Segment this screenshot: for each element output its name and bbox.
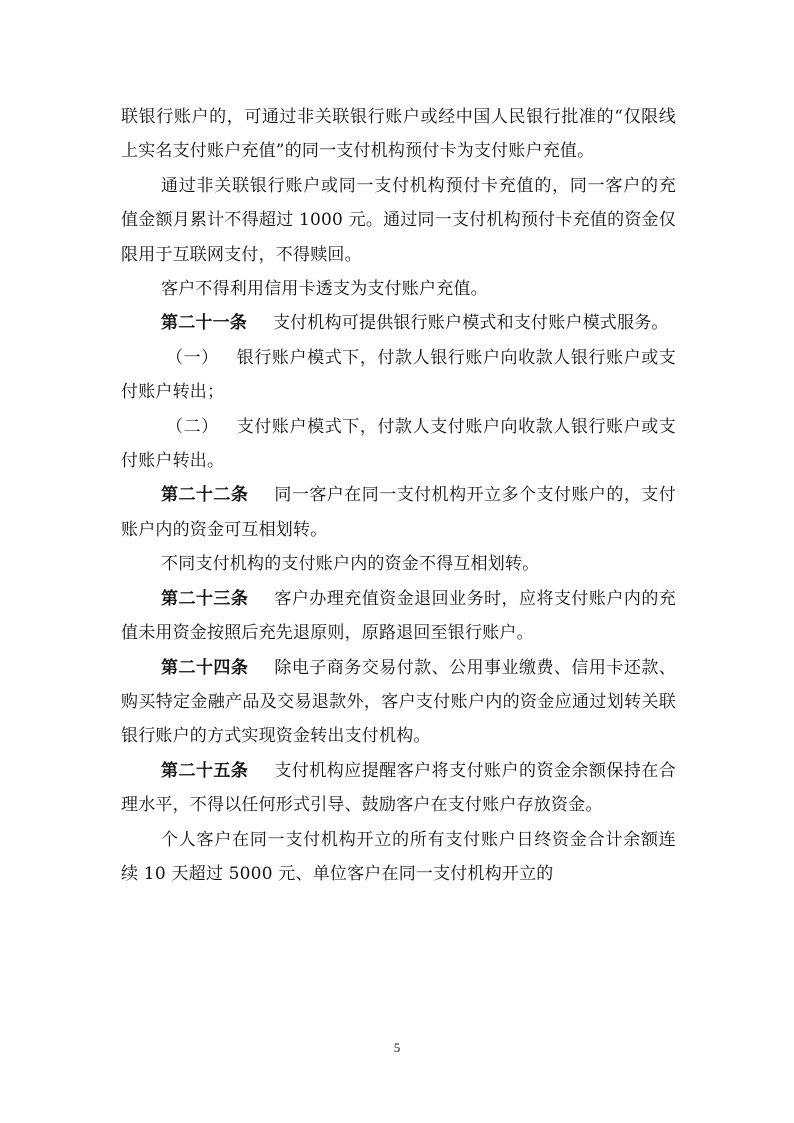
- article-23: [121, 582, 676, 651]
- article-22: [121, 478, 676, 547]
- article-text: 同一客户在同一支付机构开立多个支付账户的，支付账户内的资金可互相划转。: [121, 485, 676, 540]
- paragraph: 个人客户在同一支付机构开立的所有支付账户日终资金合计余额连续 10 天超过 5000 元、单位客户在同一支付机构开立的: [121, 829, 676, 884]
- paragraph: 客户不得利用信用卡透支为支付账户充值。: [161, 279, 488, 300]
- article-25: [121, 754, 676, 823]
- page-number: 5: [393, 1040, 401, 1055]
- document-body: [121, 100, 676, 891]
- article-text: 除电子商务交易付款、公用事业缴费、信用卡还款、购买特定金融产品及交易退款外，客户支付账户内的资金应通过划转关联银行账户的方式实现资金转出支付机构。: [121, 657, 676, 747]
- article-number: 第二十三条: [161, 588, 249, 609]
- article-text: 支付机构应提醒客户将支付账户的资金余额保持在合理水平，不得以任何形式引导、鼓励客户在支付账户存放资金。: [121, 760, 676, 816]
- article-number: 第二十五条: [161, 760, 249, 781]
- list-item: [121, 410, 676, 479]
- item-number: （一）: [166, 347, 219, 368]
- article-number: 第二十二条: [161, 485, 249, 506]
- list-item: [121, 341, 676, 410]
- item-text: 支付账户模式下，付款人支付账户向收款人银行账户或支付账户转出。: [121, 416, 677, 472]
- paragraph: 联银行账户的，可通过非关联银行账户或经中国人民银行批准的“仅限线上实名支付账户充值”的同一支付机构预付卡为支付账户充值。: [121, 107, 676, 162]
- article-number: 第二十一条: [161, 313, 247, 334]
- article-21: [121, 306, 676, 340]
- article-number: 第二十四条: [161, 657, 249, 678]
- article-text: 支付机构可提供银行账户模式和支付账户模式服务。: [273, 313, 669, 334]
- item-text: 银行账户模式下，付款人银行账户向收款人银行账户或支付账户转出；: [121, 347, 677, 403]
- article-24: [121, 651, 676, 754]
- item-number: （二）: [166, 416, 219, 437]
- article-text: 客户办理充值资金退回业务时，应将支付账户内的充值未用资金按照后充先退原则，原路退回至银行账户。: [121, 588, 676, 644]
- paragraph: 通过非关联银行账户或同一支付机构预付卡充值的，同一客户的充值金额月累计不得超过 1000 元。通过同一支付机构预付卡充值的资金仅限用于互联网支付，不得赎回。: [121, 175, 676, 265]
- paragraph: 不同支付机构的支付账户内的资金不得互相划转。: [161, 554, 540, 575]
